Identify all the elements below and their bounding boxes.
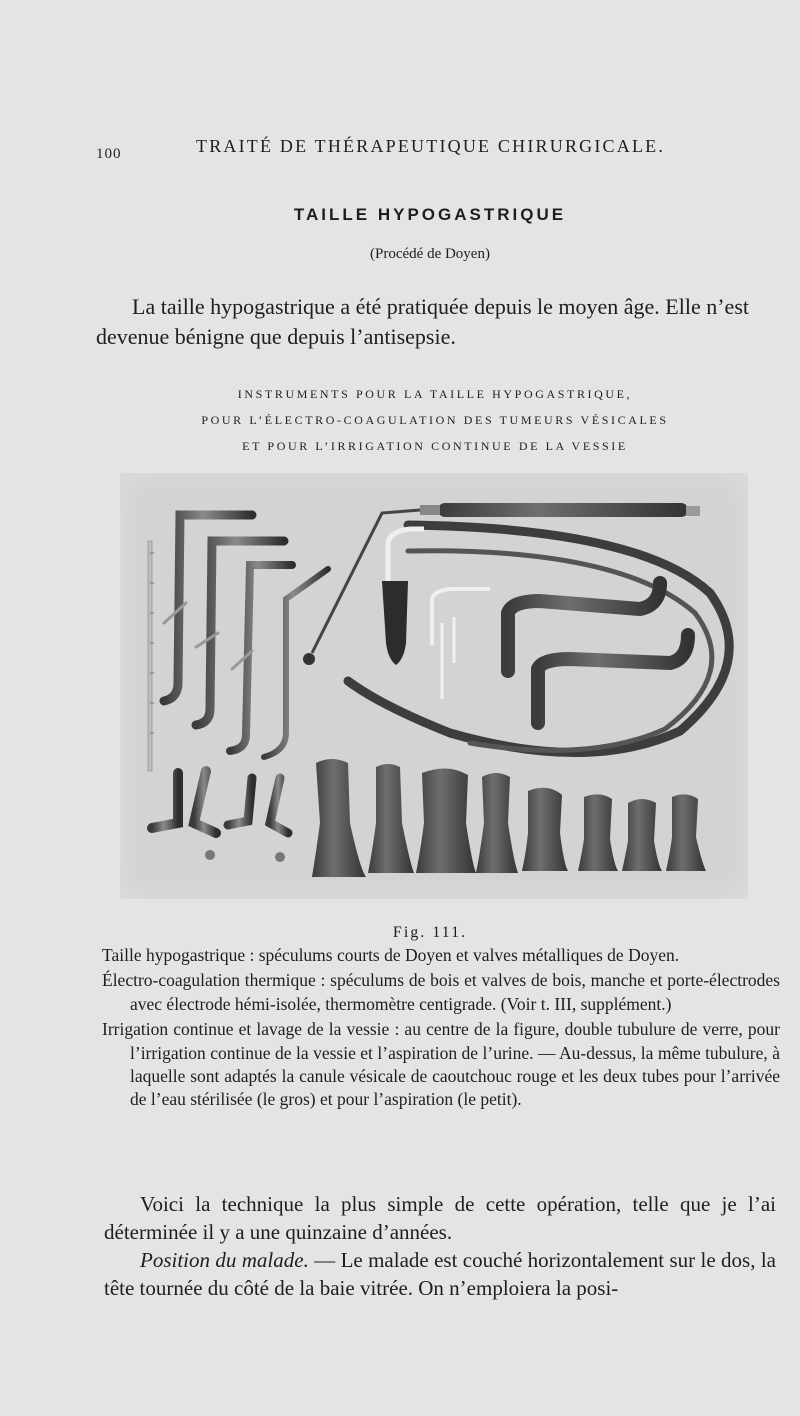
paragraph-rest: — Le malade est couché horizontalement sur le dos, la tête tournée du côté de la baie vitrée. On n’emploiera la posi- [104, 1248, 776, 1300]
intro-paragraph: La taille hypogastrique a été pratiquée depuis le moyen âge. Elle n’est devenue bénigne que depuis l’antisepsie. [96, 294, 749, 349]
thermometer-icon [148, 541, 154, 771]
wooden-specula-icon [312, 759, 706, 877]
running-title: TRAITÉ DE THÉRAPEUTIQUE CHIRURGICALE. [196, 136, 666, 156]
figure-heading-line-2: POUR L’ÉLECTRO-COAGULATION DES TUMEURS VÉSICALES [201, 413, 669, 427]
legend-item: Taille hypogastrique : spéculums courts de Doyen et valves métalliques de Doyen. [102, 945, 680, 965]
body-text [104, 1190, 776, 1302]
figure-legend [102, 944, 780, 1114]
wooden-valves-icon [508, 583, 688, 723]
section-subtitle: (Procédé de Doyen) [370, 246, 490, 262]
figure-label: Fig. 111. [392, 924, 468, 941]
body-paragraph-1: Voici la technique la plus simple de cette opération, telle que je l’ai déterminée il y a une quinzaine d’années. [104, 1192, 776, 1244]
legend-item: Électro-coagulation thermique : spéculums de bois et valves de bois, manche et porte-électrodes avec électrode hémi-isolée, thermomètre centigrade. (Voir t. III, supplément.) [102, 970, 780, 1014]
page-number: 100 [96, 146, 122, 162]
figure-heading-line-3: ET POUR L’IRRIGATION CONTINUE DE LA VESSIE [242, 439, 628, 453]
paragraph-lead: Position du malade. [140, 1248, 309, 1272]
vesical-cannula-icon [382, 581, 408, 665]
figure-heading [150, 381, 720, 459]
metal-valves-icon [164, 515, 328, 757]
body-paragraph-2 [104, 1246, 776, 1302]
legend-item: Irrigation continue et lavage de la vessie : au centre de la figure, double tubulure de verre, pour l’irrigation continue de la vessie et l’aspiration de l’urine. — Au-dessus, la même tubulure, à laquelle sont adaptés la canule vésicale de caoutchouc rouge et les deux tubes pour l’arrivée de l’eau stérilisée (le gros) et pour l’aspiration (le petit). [102, 1019, 780, 1110]
instrument-plate-figure [120, 473, 748, 899]
figure-heading-line-1: INSTRUMENTS POUR LA TAILLE HYPOGASTRIQUE, [237, 387, 633, 401]
instrument-plate-illustration [120, 473, 748, 899]
doyen-specula-icon [152, 771, 288, 862]
section-title: TAILLE HYPOGASTRIQUE [293, 205, 567, 224]
